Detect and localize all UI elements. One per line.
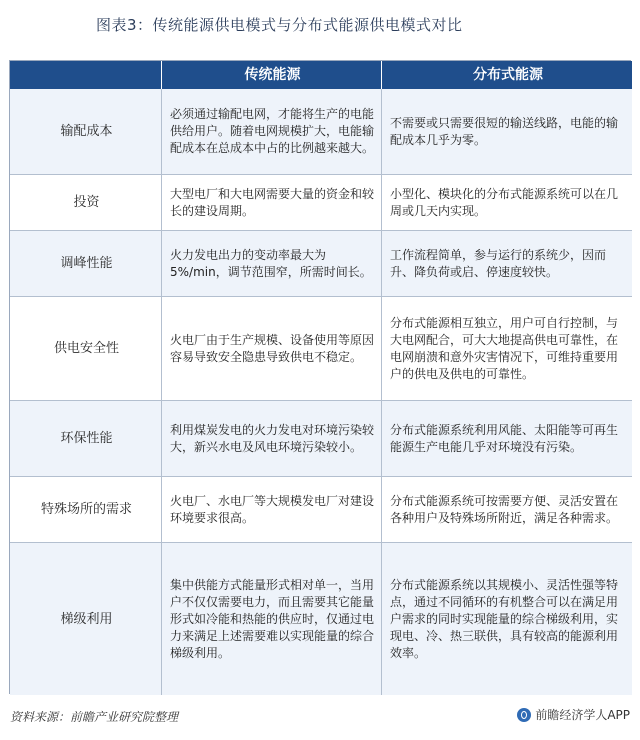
brand-logo-icon <box>517 708 531 722</box>
distributed-cell: 不需要或只需要很短的输送线路，电能的输配成本几乎为零。 <box>382 89 632 175</box>
brand-mark <box>517 706 630 723</box>
row-label: 特殊场所的需求 <box>10 477 162 543</box>
figure-title: 图表3：传统能源供电模式与分布式能源供电模式对比 <box>96 16 463 34</box>
row-label: 输配成本 <box>10 89 162 175</box>
header-traditional: 传统能源 <box>162 61 382 89</box>
source-note: 资料来源：前瞻产业研究院整理 <box>10 710 179 724</box>
distributed-cell: 分布式能源系统利用风能、太阳能等可再生能源生产电能几乎对环境没有污染。 <box>382 401 632 477</box>
comparison-table <box>9 60 631 694</box>
traditional-cell: 必须通过输配电网，才能将生产的电能供给用户。随着电网规模扩大，电能输配成本在总成本中占的比例越来越大。 <box>162 89 382 175</box>
traditional-cell: 大型电厂和大电网需要大量的资金和较长的建设周期。 <box>162 175 382 231</box>
traditional-cell: 火电厂、水电厂等大规模发电厂对建设环境要求很高。 <box>162 477 382 543</box>
traditional-cell: 利用煤炭发电的火力发电对环境污染较大，新兴水电及风电环境污染较小。 <box>162 401 382 477</box>
distributed-cell: 工作流程简单，参与运行的系统少，因而升、降负荷或启、停速度较快。 <box>382 231 632 297</box>
distributed-cell: 小型化、模块化的分布式能源系统可以在几周或几天内实现。 <box>382 175 632 231</box>
distributed-cell: 分布式能源系统可按需要方便、灵活安置在各种用户及特殊场所附近，满足各种需求。 <box>382 477 632 543</box>
header-blank <box>10 61 162 89</box>
row-label: 投资 <box>10 175 162 231</box>
row-label: 梯级利用 <box>10 543 162 695</box>
traditional-cell: 火电厂由于生产规模、设备使用等原因容易导致安全隐患导致供电不稳定。 <box>162 297 382 401</box>
row-label: 供电安全性 <box>10 297 162 401</box>
distributed-cell: 分布式能源相互独立，用户可自行控制，与大电网配合，可大大地提高供电可靠性，在电网崩溃和意外灾害情况下，可维持重要用户的供电及供电的可靠性。 <box>382 297 632 401</box>
row-label: 环保性能 <box>10 401 162 477</box>
traditional-cell: 火力发电出力的变动率最大为5%/min，调节范围窄，所需时间长。 <box>162 231 382 297</box>
traditional-cell: 集中供能方式能量形式相对单一，当用户不仅仅需要电力，而且需要其它能量形式如冷能和热能的供应时，仅通过电力来满足上述需要难以实现能量的综合梯级利用。 <box>162 543 382 695</box>
brand-name: 前瞻经济学人APP <box>535 708 630 722</box>
distributed-cell: 分布式能源系统以其规模小、灵活性强等特点，通过不同循环的有机整合可以在满足用户需求的同时实现能量的综合梯级利用，实现电、冷、热三联供，具有较高的能源利用效率。 <box>382 543 632 695</box>
row-label: 调峰性能 <box>10 231 162 297</box>
header-distributed: 分布式能源 <box>382 61 632 89</box>
